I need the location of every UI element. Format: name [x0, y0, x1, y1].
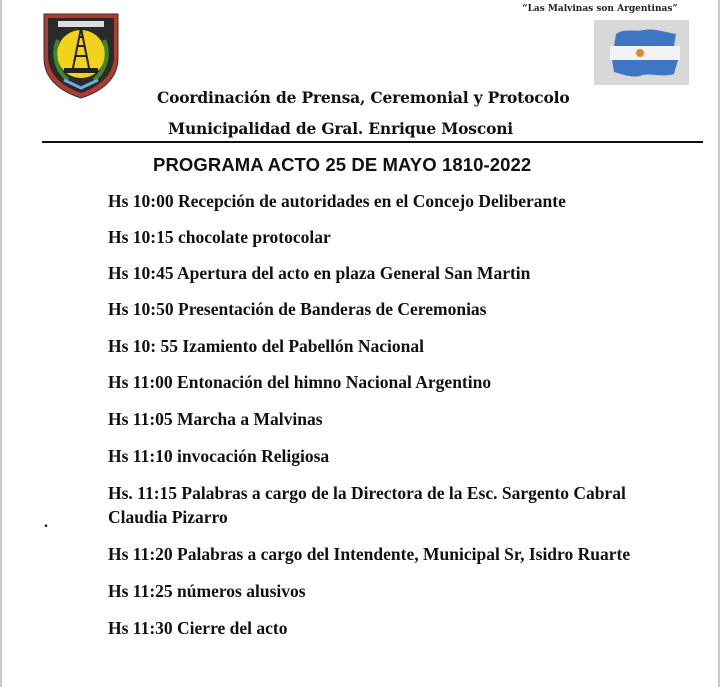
program-item: Hs 10: 55 Izamiento del Pabellón Nacional — [108, 336, 424, 356]
program-item: Hs. 11:15 Palabras a cargo de la Directora de la Esc. Sargento Cabral — [108, 483, 626, 503]
program-item: Hs 11:05 Marcha a Malvinas — [108, 409, 323, 429]
program-item: Hs 10:50 Presentación de Banderas de Ceremonias — [108, 299, 487, 319]
program-item: Hs 11:00 Entonación del himno Nacional Argentino — [108, 372, 492, 392]
program-item: Hs 11:25 números alusivos — [108, 581, 306, 601]
program-item: Hs 10:15 chocolate protocolar — [108, 227, 331, 247]
stray-mark: . — [44, 514, 48, 531]
page-edge — [0, 0, 2, 687]
program-item-continuation: Claudia Pizarro — [108, 507, 228, 527]
program-item: Hs 10:45 Apertura del acto en plaza General San Martin — [108, 263, 531, 283]
program-item: Hs 10:00 Recepción de autoridades en el Concejo Deliberante — [108, 191, 566, 211]
program-list — [108, 189, 630, 640]
municipal-crest-icon — [40, 10, 122, 100]
program-item: Hs 11:10 invocación Religiosa — [108, 446, 330, 466]
organization-title: Coordinación de Prensa, Ceremonial y Protocolo — [157, 88, 570, 107]
program-title: PROGRAMA ACTO 25 DE MAYO 1810-2022 — [153, 154, 532, 175]
header-divider — [42, 141, 703, 143]
malvinas-flag-map-icon — [594, 20, 689, 85]
municipality-title: Municipalidad de Gral. Enrique Mosconi — [168, 119, 513, 138]
malvinas-quote: “Las Malvinas son Argentinas” — [522, 4, 678, 14]
program-item: Hs 11:20 Palabras a cargo del Intendente, Municipal Sr, Isidro Ruarte — [108, 544, 631, 564]
program-item: Hs 11:30 Cierre del acto — [108, 618, 288, 638]
